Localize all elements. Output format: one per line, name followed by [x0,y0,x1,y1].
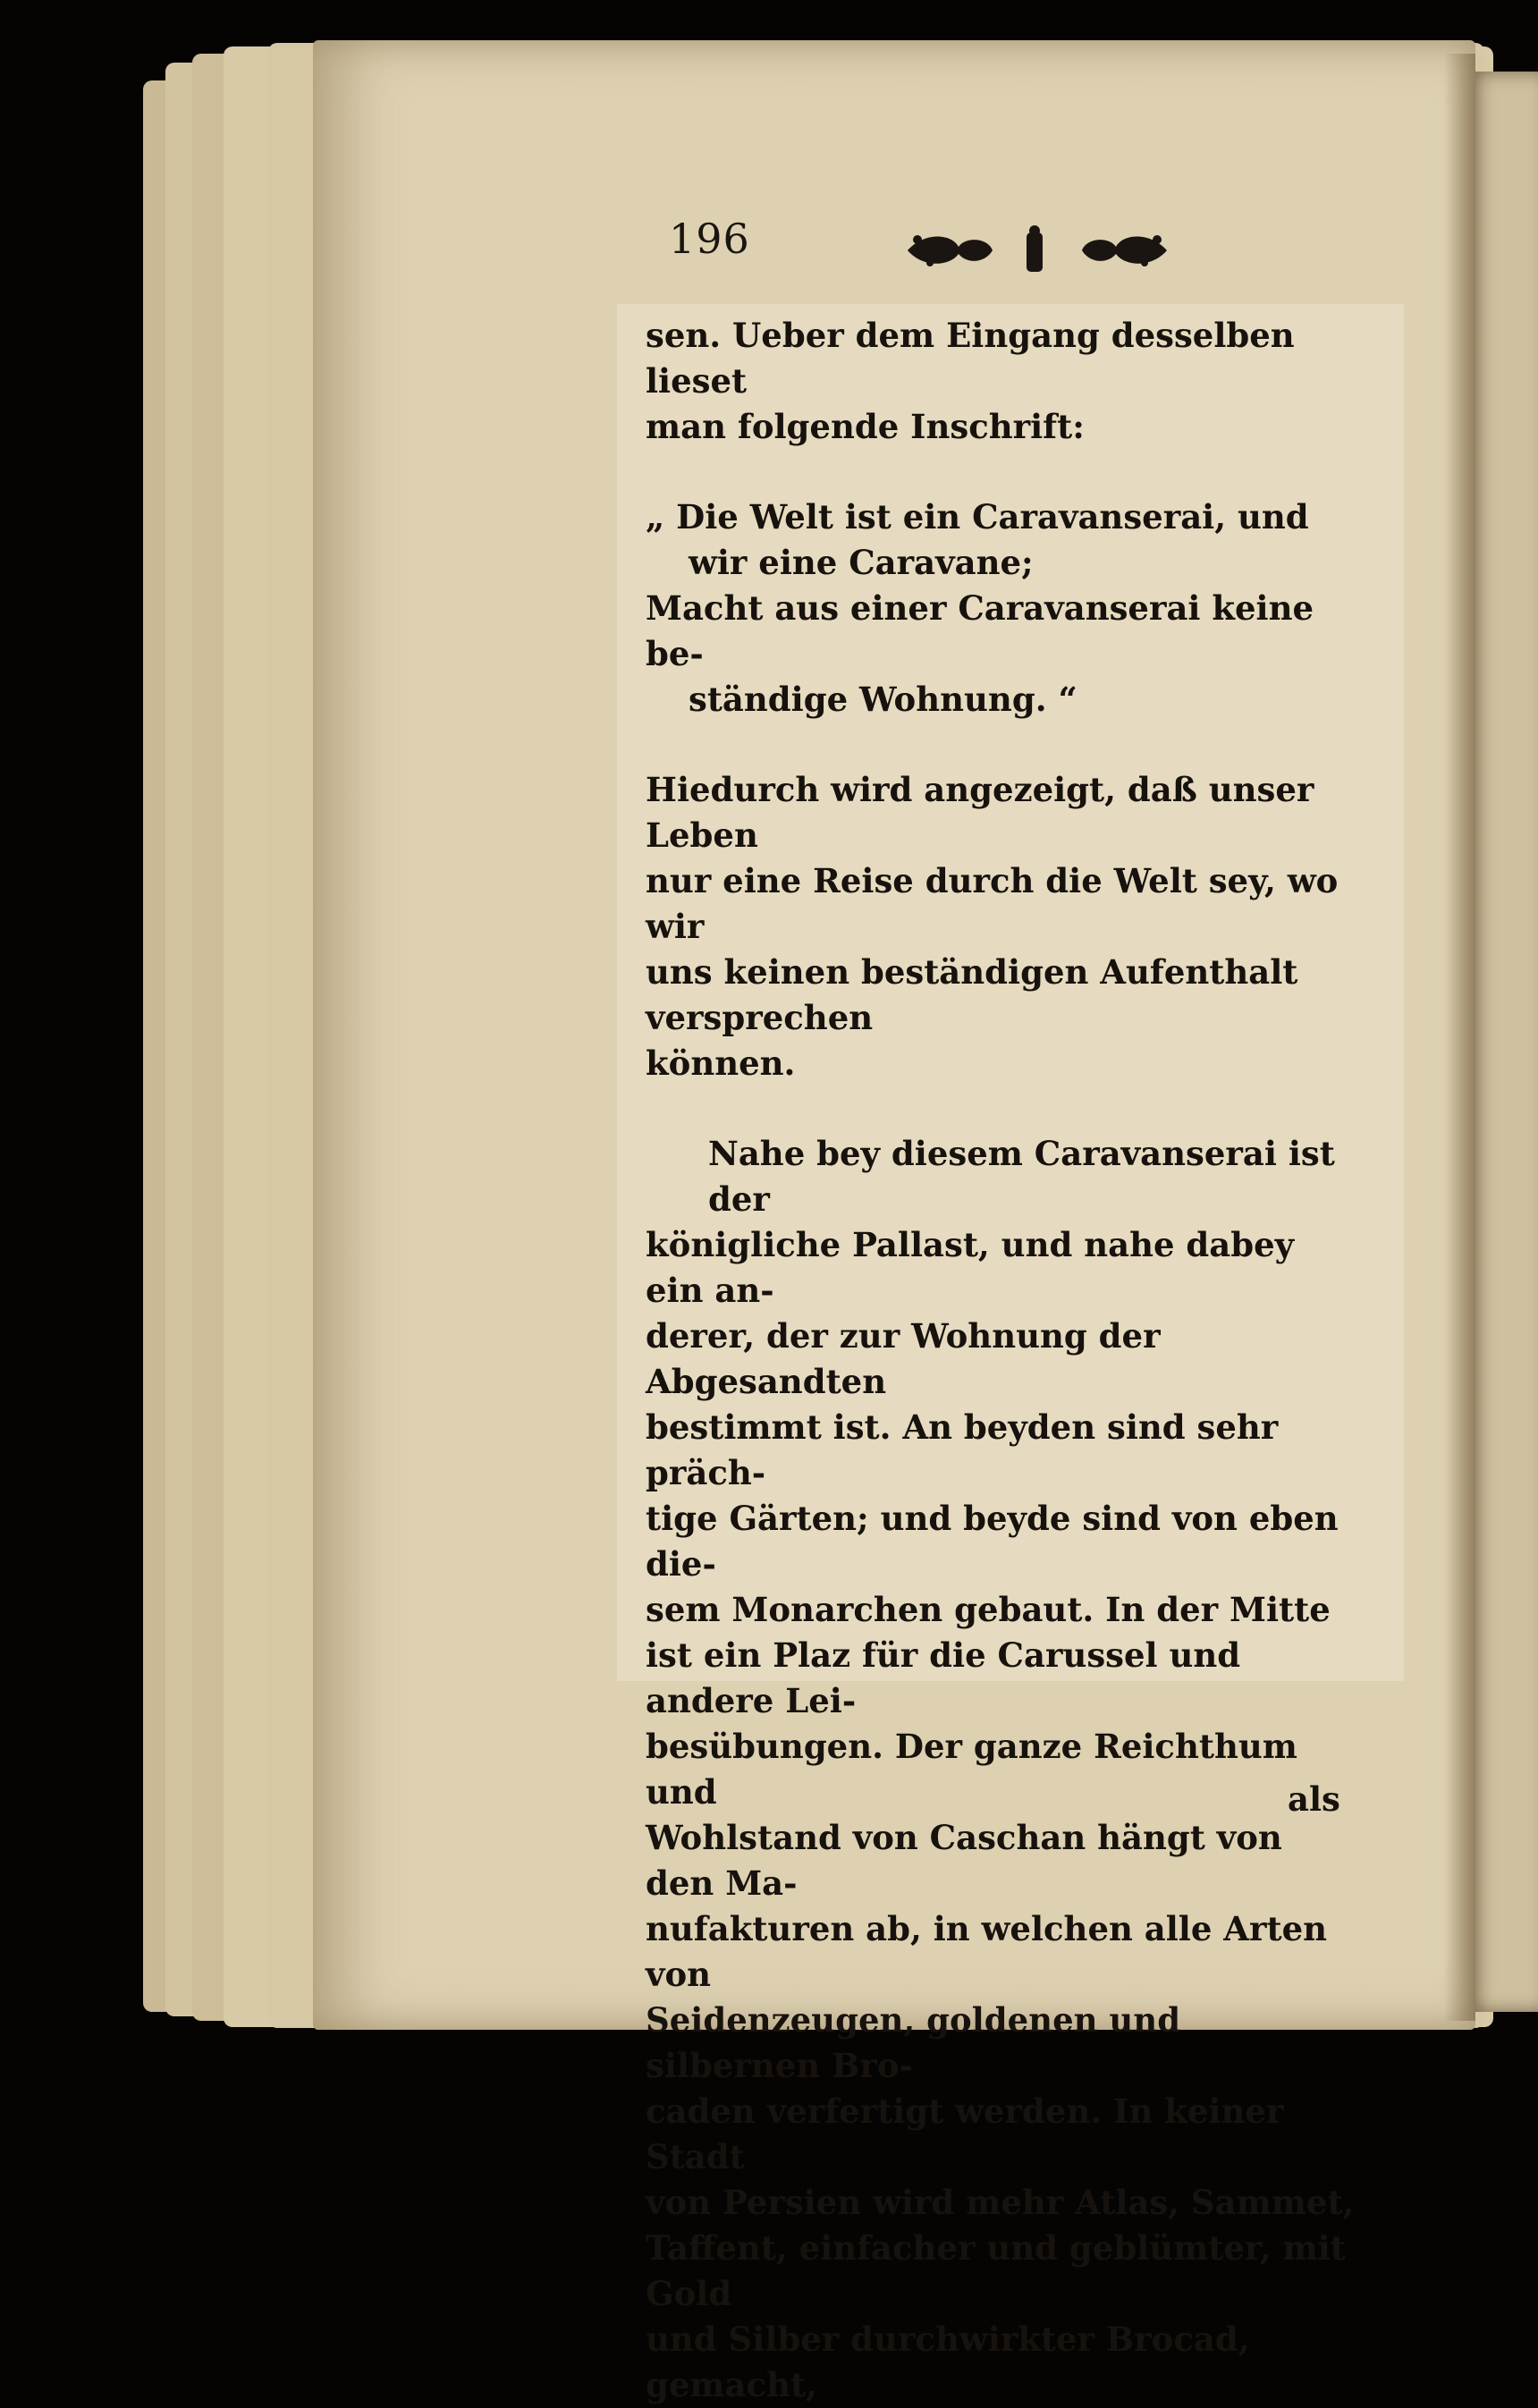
text-line: Nahe bey diesem Caravanserai ist der [708,1134,1335,1219]
text-line: Taffent, einfacher und geblümter, mit Gold [646,2228,1346,2313]
fleuron-ornament-icon [903,224,1171,277]
text-line: uns keinen beständigen Aufenthalt versprechen [646,952,1298,1037]
inscription-verse [646,494,1361,722]
facing-page-edge [1466,72,1538,2012]
text-line: Seidenzeugen, goldenen und silbernen Bro- [646,2000,1181,2085]
page-gutter [1444,54,1475,2021]
text-line: derer, der zur Wohnung der Abgesandten [646,1316,1161,1401]
text-line: caden verfertigt werden. In keiner Stadt [646,2091,1284,2176]
text-line: man folgende Inschrift: [646,407,1085,446]
verse-line: ständige Wohnung. “ [689,680,1077,719]
text-line: von Persien wird mehr Atlas, Sammet, [646,2183,1355,2222]
text-line: königliche Pallast, und nahe dabey ein an- [646,1225,1295,1310]
text-line: besübungen. Der ganze Reichthum und [646,1727,1297,1812]
text-line: Hiedurch wird angezeigt, daß unser Leben [646,770,1314,855]
page-number: 196 [669,215,750,263]
text-line: bestimmt ist. An beyden sind sehr präch- [646,1407,1279,1492]
text-line: tige Gärten; und beyde sind von eben die- [646,1499,1339,1584]
text-line: und Silber durchwirkter Brocad, gemacht, [646,2319,1250,2404]
verse-line: „ Die Welt ist ein Caravanserai, und [646,497,1309,537]
text-line: nur eine Reise durch die Welt sey, wo wir [646,861,1339,946]
text-line: sem Monarchen gebaut. In der Mitte [646,1590,1331,1629]
text-line: können. [646,1043,796,1083]
text-line: Wohlstand von Caschan hängt von den Ma- [646,1818,1282,1903]
verse-line: Macht aus einer Caravanserai keine be- [646,588,1314,673]
page-text [646,313,1361,2408]
text-line: sen. Ueber dem Eingang desselben lieset [646,316,1295,401]
paragraph-1 [646,767,1361,1086]
catchword: als [1288,1779,1340,1819]
verse-line: wir eine Caravane; [689,543,1034,582]
text-line: nufakturen ab, in welchen alle Arten von [646,1909,1328,1994]
text-line: ist ein Plaz für die Carussel und andere Lei- [646,1635,1241,1720]
paragraph-2 [646,1131,1361,2408]
